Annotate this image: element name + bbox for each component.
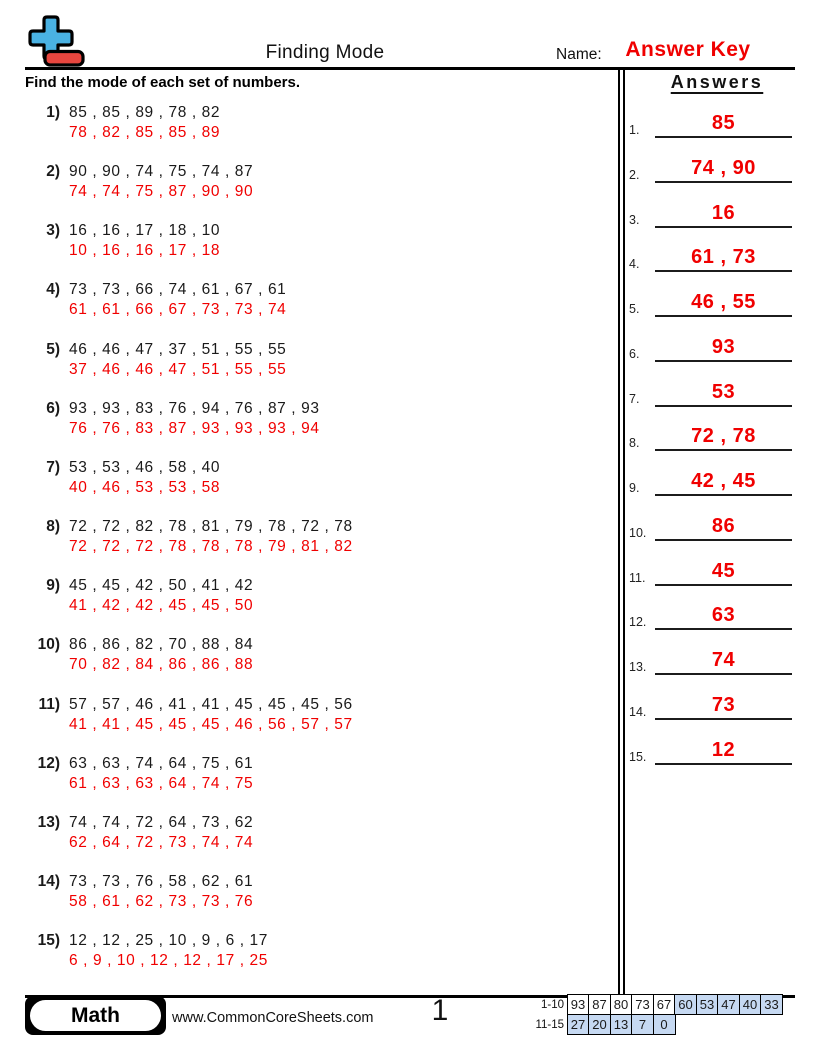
answer-row: [629, 738, 792, 765]
answer-value: 74: [655, 648, 792, 675]
problem-number: 2): [46, 163, 60, 180]
problem-sorted: 62 , 64 , 72 , 73 , 74 , 74: [69, 834, 254, 851]
problem-row: [28, 221, 220, 260]
problem-set: 12 , 12 , 25 , 10 , 9 , 6 , 17: [69, 932, 268, 949]
answer-row: [629, 380, 792, 407]
score-cell: 7: [631, 1014, 654, 1035]
problem-number: 8): [46, 518, 60, 535]
answer-row: [629, 693, 792, 720]
problem-row: [28, 340, 286, 379]
math-logo-label: Math: [30, 1000, 161, 1031]
answer-number: 6.: [629, 347, 640, 361]
problem-row: [28, 103, 220, 142]
answer-value: 42 , 45: [655, 469, 792, 496]
problem-number: 10): [37, 636, 60, 653]
problem-number: 6): [46, 400, 60, 417]
problem-sorted: 74 , 74 , 75 , 87 , 90 , 90: [69, 183, 254, 200]
problem-sorted: 76 , 76 , 83 , 87 , 93 , 93 , 93 , 94: [69, 420, 320, 437]
minus-glyph: [45, 52, 83, 66]
problem-row: [28, 162, 253, 201]
answer-value: 73: [655, 693, 792, 720]
answer-row: [629, 648, 792, 675]
problem-set: 74 , 74 , 72 , 64 , 73 , 62: [69, 814, 254, 831]
answer-row: [629, 469, 792, 496]
problem-row: [28, 399, 320, 438]
problem-number: 5): [46, 341, 60, 358]
problem-set: 57 , 57 , 46 , 41 , 41 , 45 , 45 , 45 , 56: [69, 696, 353, 713]
answer-number: 14.: [629, 705, 647, 719]
problem-row: [28, 813, 253, 852]
problem-row: [28, 517, 353, 556]
page-number: 1: [431, 994, 449, 1027]
problem-number: 1): [46, 104, 60, 121]
instruction-text: Find the mode of each set of numbers.: [25, 74, 301, 91]
score-cell: 87: [588, 994, 611, 1015]
score-cell: 80: [610, 994, 633, 1015]
answer-number: 3.: [629, 213, 640, 227]
answer-value: 61 , 73: [655, 245, 792, 272]
score-row-label: 1-10: [540, 999, 564, 1011]
problem-row: [28, 576, 253, 615]
problem-set: 53 , 53 , 46 , 58 , 40: [69, 459, 221, 476]
problem-set: 85 , 85 , 89 , 78 , 82: [69, 104, 221, 121]
problem-number: 11): [38, 696, 60, 713]
problem-sorted: 61 , 61 , 66 , 67 , 73 , 73 , 74: [69, 301, 287, 318]
website-url: www.CommonCoreSheets.com: [172, 1010, 374, 1026]
problem-sorted: 78 , 82 , 85 , 85 , 89: [69, 124, 221, 141]
problem-sorted: 40 , 46 , 53 , 53 , 58: [69, 479, 221, 496]
answer-number: 8.: [629, 436, 640, 450]
problem-row: [28, 635, 253, 674]
problem-sorted: 41 , 42 , 42 , 45 , 45 , 50: [69, 597, 254, 614]
problem-set: 46 , 46 , 47 , 37 , 51 , 55 , 55: [69, 341, 287, 358]
problem-number: 7): [46, 459, 60, 476]
problem-set: 86 , 86 , 82 , 70 , 88 , 84: [69, 636, 254, 653]
score-row-1: [520, 994, 783, 1016]
math-logo: [25, 996, 166, 1035]
answer-key-label: Answer Key: [625, 38, 751, 61]
score-cell: 20: [588, 1014, 611, 1035]
answer-row: [629, 201, 792, 228]
problem-sorted: 72 , 72 , 72 , 78 , 78 , 78 , 79 , 81 , 82: [69, 538, 353, 555]
answer-row: [629, 335, 792, 362]
column-divider: [623, 67, 625, 998]
score-cell: 40: [739, 994, 762, 1015]
answers-heading: [637, 72, 797, 93]
column-divider: [618, 67, 620, 998]
answer-row: [629, 514, 792, 541]
answer-row: [629, 603, 792, 630]
problem-sorted: 10 , 16 , 16 , 17 , 18: [69, 242, 221, 259]
problem-sorted: 37 , 46 , 46 , 47 , 51 , 55 , 55: [69, 361, 287, 378]
score-cell: 73: [631, 994, 654, 1015]
problem-set: 72 , 72 , 82 , 78 , 81 , 79 , 78 , 72 , 78: [69, 518, 353, 535]
answer-number: 12.: [629, 615, 647, 629]
answer-value: 74 , 90: [655, 156, 792, 183]
answer-row: [629, 424, 792, 451]
problem-set: 63 , 63 , 74 , 64 , 75 , 61: [69, 755, 254, 772]
problem-number: 12): [37, 755, 60, 772]
answer-number: 10.: [629, 526, 647, 540]
problem-sorted: 61 , 63 , 63 , 64 , 74 , 75: [69, 775, 254, 792]
answer-row: [629, 156, 792, 183]
problem-row: [28, 754, 253, 793]
answer-number: 13.: [629, 660, 647, 674]
plus-minus-math-icon: [26, 13, 86, 73]
answer-value: 72 , 78: [655, 424, 792, 451]
problem-set: 45 , 45 , 42 , 50 , 41 , 42: [69, 577, 254, 594]
score-cell: 60: [674, 994, 697, 1015]
answer-row: [629, 290, 792, 317]
score-cell: 93: [567, 994, 590, 1015]
problem-number: 13): [37, 814, 60, 831]
problem-set: 73 , 73 , 66 , 74 , 61 , 67 , 61: [69, 281, 287, 298]
header-rule: [25, 67, 795, 70]
score-row-2: [520, 1014, 783, 1036]
problem-number: 3): [46, 222, 60, 239]
score-cell: 47: [717, 994, 740, 1015]
problem-set: 90 , 90 , 74 , 75 , 74 , 87: [69, 163, 254, 180]
answer-value: 93: [655, 335, 792, 362]
score-row-label: 11-15: [535, 1019, 564, 1031]
answer-number: 4.: [629, 257, 640, 271]
answer-value: 85: [655, 111, 792, 138]
answer-number: 5.: [629, 302, 640, 316]
problem-sorted: 70 , 82 , 84 , 86 , 86 , 88: [69, 656, 254, 673]
answer-number: 1.: [629, 123, 640, 137]
problem-sorted: 41 , 41 , 45 , 45 , 45 , 46 , 56 , 57 , 57: [69, 716, 353, 733]
name-label: Name:: [556, 46, 602, 63]
score-cell: 53: [696, 994, 719, 1015]
problem-number: 14): [37, 873, 60, 890]
score-cell: 13: [610, 1014, 633, 1035]
answer-row: [629, 559, 792, 586]
score-table: [520, 994, 783, 1036]
problem-sorted: 58 , 61 , 62 , 73 , 73 , 76: [69, 893, 254, 910]
problem-row: [28, 458, 220, 497]
answer-number: 15.: [629, 750, 647, 764]
answer-value: 45: [655, 559, 792, 586]
score-cell: 27: [567, 1014, 590, 1035]
problem-sorted: 6 , 9 , 10 , 12 , 12 , 17 , 25: [69, 952, 268, 969]
answer-value: 63: [655, 603, 792, 630]
score-cell: 0: [653, 1014, 676, 1035]
problem-set: 73 , 73 , 76 , 58 , 62 , 61: [69, 873, 254, 890]
problem-number: 9): [46, 577, 60, 594]
score-cell: 33: [760, 994, 783, 1015]
problem-row: [28, 931, 268, 970]
answer-row: [629, 111, 792, 138]
answer-row: [629, 245, 792, 272]
problem-row: [28, 280, 286, 319]
answer-value: 86: [655, 514, 792, 541]
answer-number: 9.: [629, 481, 640, 495]
answer-value: 16: [655, 201, 792, 228]
problem-number: 4): [46, 281, 60, 298]
problem-number: 15): [37, 932, 60, 949]
answer-number: 7.: [629, 392, 640, 406]
answers-heading-text: Answers: [670, 72, 764, 92]
score-cell: 67: [653, 994, 676, 1015]
problem-row: [28, 695, 353, 734]
answer-number: 2.: [629, 168, 640, 182]
problem-set: 93 , 93 , 83 , 76 , 94 , 76 , 87 , 93: [69, 400, 320, 417]
page-title: Finding Mode: [265, 42, 385, 63]
problem-set: 16 , 16 , 17 , 18 , 10: [69, 222, 221, 239]
answer-value: 12: [655, 738, 792, 765]
answer-value: 53: [655, 380, 792, 407]
problem-row: [28, 872, 253, 911]
answer-number: 11.: [629, 571, 646, 585]
answer-value: 46 , 55: [655, 290, 792, 317]
